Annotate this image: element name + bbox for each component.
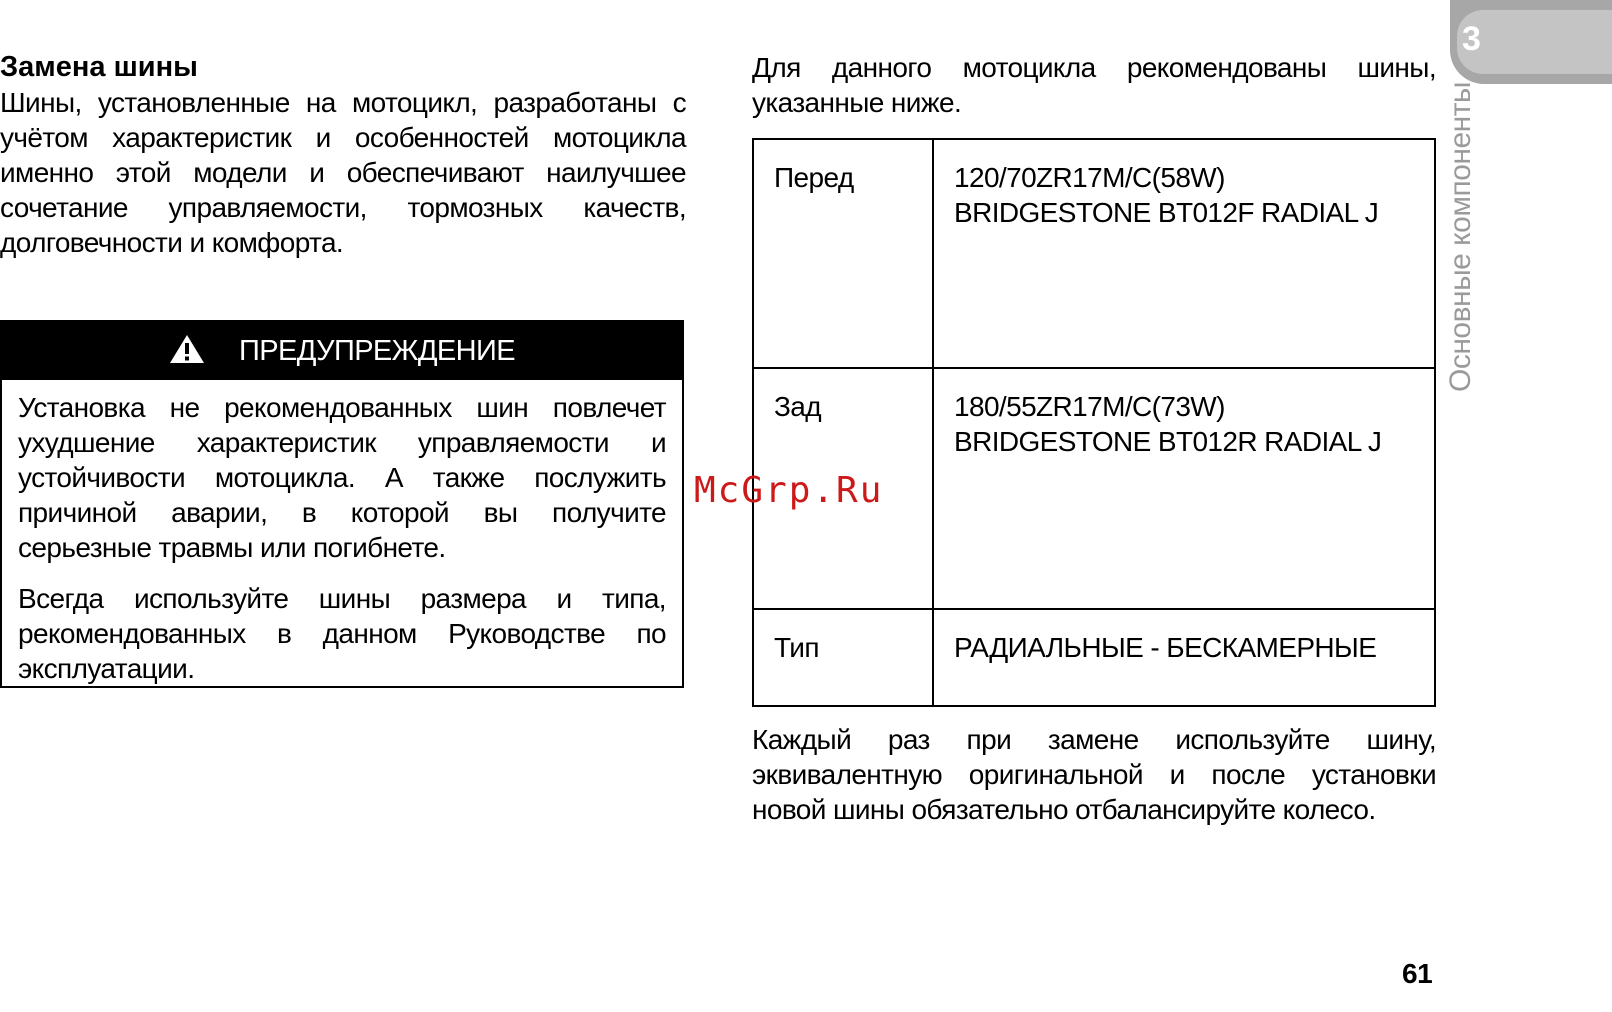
tire-intro: Для данного мотоцикла рекомендованы шины, указанные ниже. xyxy=(752,52,1436,118)
left-column xyxy=(0,50,686,260)
row-label-rear: Зад xyxy=(753,368,933,609)
page-number: 61 xyxy=(1402,958,1433,989)
tire-outro: Каждый раз при замене используйте шину, эквивалентную оригинальной и после установки новой шины обязательно отбалансируйте колесо. xyxy=(752,724,1436,825)
chapter-title: Основные компоненты xyxy=(1444,82,1477,392)
section-title: Замена шины xyxy=(0,51,198,83)
tire-model: BRIDGESTONE BT012R RADIAL J xyxy=(954,426,1382,457)
chapter-number: 3 xyxy=(1462,20,1481,58)
row-value-type xyxy=(933,609,1435,706)
warning-paragraph: Установка не рекомендованных шин повлечет ухудшение характеристик управляемости и устойчивости мотоцикла. А также послужить причиной аварии, в которой вы получите серьезные травмы или погибнете. xyxy=(18,392,666,563)
warning-box xyxy=(0,320,684,688)
row-label-type: Тип xyxy=(753,609,933,706)
row-value-front xyxy=(933,139,1435,368)
table-row xyxy=(753,609,1435,706)
watermark: McGrp.Ru xyxy=(694,470,884,511)
warning-paragraph: Всегда используйте шины размера и типа, рекомендованных в данном Руководстве по эксплуатации. xyxy=(18,583,666,684)
row-label-front: Перед xyxy=(753,139,933,368)
tire-size: 180/55ZR17M/C(73W) xyxy=(954,391,1225,422)
section-intro: Шины, установленные на мотоцикл, разработаны с учётом характеристик и особенностей мотоцикла именно этой модели и обеспечивают наилучшее сочетание управляемости, тормозных качеств, долговечности и комфорта. xyxy=(0,87,686,258)
warning-triangle-icon xyxy=(169,334,205,369)
warning-body xyxy=(2,380,682,686)
tire-model: BRIDGESTONE BT012F RADIAL J xyxy=(954,197,1379,228)
row-value-rear xyxy=(933,368,1435,609)
tire-size: 120/70ZR17M/C(58W) xyxy=(954,162,1225,193)
tire-spec-table xyxy=(752,138,1436,707)
table-row xyxy=(753,139,1435,368)
warning-header xyxy=(2,322,682,380)
tire-type: РАДИАЛЬНЫЕ - БЕСКАМЕРНЫЕ xyxy=(954,632,1377,663)
warning-label: ПРЕДУПРЕЖДЕНИЕ xyxy=(239,334,515,367)
